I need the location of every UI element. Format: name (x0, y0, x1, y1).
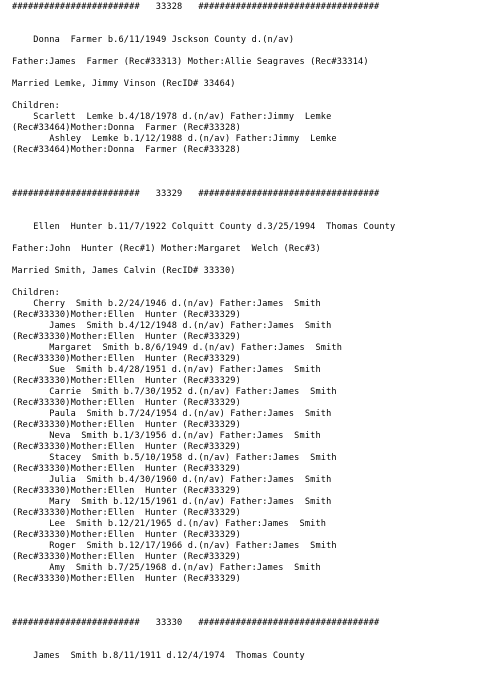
child-line: Paula Smith b.7/24/1954 d.(n/av) Father:James Smith (12, 409, 332, 419)
record-separator-33330: ######################## 33330 ################################## (12, 618, 380, 628)
child-line: Sue Smith b.4/28/1951 d.(n/av) Father:James Smith (12, 365, 321, 375)
child-line: Carrie Smith b.7/30/1952 d.(n/av) Father:James Smith (12, 387, 337, 397)
parents-line: Father:John Hunter (Rec#1) Mother:Margaret Welch (Rec#3) (12, 244, 321, 254)
child-line: James Smith b.4/12/1948 d.(n/av) Father:James Smith (12, 321, 332, 331)
spacer (12, 640, 488, 651)
spacer (12, 629, 488, 640)
child-line: Lee Smith b.12/21/1965 d.(n/av) Father:James Smith (12, 519, 327, 529)
spacer (12, 24, 488, 35)
genealogy-report (12, 2, 488, 662)
spacer (12, 13, 488, 24)
child-line: Scarlett Lemke b.4/18/1978 d.(n/av) Father:Jimmy Lemke (12, 112, 332, 122)
child-parent-line: (Rec#33330)Mother:Ellen Hunter (Rec#33329) (12, 332, 241, 342)
child-line: Cherry Smith b.2/24/1946 d.(n/av) Father:James Smith (12, 299, 321, 309)
spacer (12, 178, 488, 189)
spacer (12, 585, 488, 596)
record-separator-33329: ######################## 33329 ################################## (12, 189, 380, 199)
spacer (12, 277, 488, 288)
child-line: Roger Smith b.12/17/1966 d.(n/av) Father:James Smith (12, 541, 337, 551)
child-line: Mary Smith b.12/15/1961 d.(n/av) Father:James Smith (12, 497, 332, 507)
child-parent-line: (Rec#33464)Mother:Donna Farmer (Rec#33328) (12, 145, 241, 155)
child-parent-line: (Rec#33330)Mother:Ellen Hunter (Rec#33329) (12, 574, 241, 584)
spacer (12, 167, 488, 178)
person-line: Donna Farmer b.6/11/1949 Jsckson County d.(n/av) (12, 35, 295, 45)
married-line: Married Smith, James Calvin (RecID# 33330) (12, 266, 236, 276)
spacer (12, 200, 488, 211)
child-parent-line: (Rec#33330)Mother:Ellen Hunter (Rec#33329) (12, 552, 241, 562)
child-parent-line: (Rec#33464)Mother:Donna Farmer (Rec#33328) (12, 123, 241, 133)
spacer (12, 156, 488, 167)
spacer (12, 68, 488, 79)
spacer (12, 596, 488, 607)
child-parent-line: (Rec#33330)Mother:Ellen Hunter (Rec#33329) (12, 508, 241, 518)
spacer (12, 607, 488, 618)
child-parent-line: (Rec#33330)Mother:Ellen Hunter (Rec#33329) (12, 530, 241, 540)
record-separator-33328: ######################## 33328 ################################## (12, 2, 380, 12)
person-line: James Smith b.8/11/1911 d.12/4/1974 Thomas County (12, 651, 305, 661)
married-line: Married Lemke, Jimmy Vinson (RecID# 33464) (12, 79, 236, 89)
children-label: Children: (12, 101, 60, 111)
spacer (12, 233, 488, 244)
child-parent-line: (Rec#33330)Mother:Ellen Hunter (Rec#33329) (12, 398, 241, 408)
child-parent-line: (Rec#33330)Mother:Ellen Hunter (Rec#33329) (12, 486, 241, 496)
child-line: Margaret Smith b.8/6/1949 d.(n/av) Father:James Smith (12, 343, 343, 353)
child-parent-line: (Rec#33330)Mother:Ellen Hunter (Rec#33329) (12, 376, 241, 386)
child-line: Amy Smith b.7/25/1968 d.(n/av) Father:James Smith (12, 563, 321, 573)
spacer (12, 46, 488, 57)
child-line: Stacey Smith b.5/10/1958 d.(n/av) Father:James Smith (12, 453, 337, 463)
child-parent-line: (Rec#33330)Mother:Ellen Hunter (Rec#33329) (12, 354, 241, 364)
child-line: Neva Smith b.1/3/1956 d.(n/av) Father:James Smith (12, 431, 321, 441)
spacer (12, 211, 488, 222)
child-parent-line: (Rec#33330)Mother:Ellen Hunter (Rec#33329) (12, 442, 241, 452)
child-parent-line: (Rec#33330)Mother:Ellen Hunter (Rec#33329) (12, 310, 241, 320)
child-line: Julia Smith b.4/30/1960 d.(n/av) Father:James Smith (12, 475, 332, 485)
parents-line: Father:James Farmer (Rec#33313) Mother:Allie Seagraves (Rec#33314) (12, 57, 369, 67)
child-line: Ashley Lemke b.1/12/1988 d.(n/av) Father:Jimmy Lemke (12, 134, 337, 144)
children-label: Children: (12, 288, 60, 298)
child-parent-line: (Rec#33330)Mother:Ellen Hunter (Rec#33329) (12, 464, 241, 474)
spacer (12, 255, 488, 266)
child-parent-line: (Rec#33330)Mother:Ellen Hunter (Rec#33329) (12, 420, 241, 430)
spacer (12, 90, 488, 101)
person-line: Ellen Hunter b.11/7/1922 Colquitt County d.3/25/1994 Thomas County (12, 222, 396, 232)
